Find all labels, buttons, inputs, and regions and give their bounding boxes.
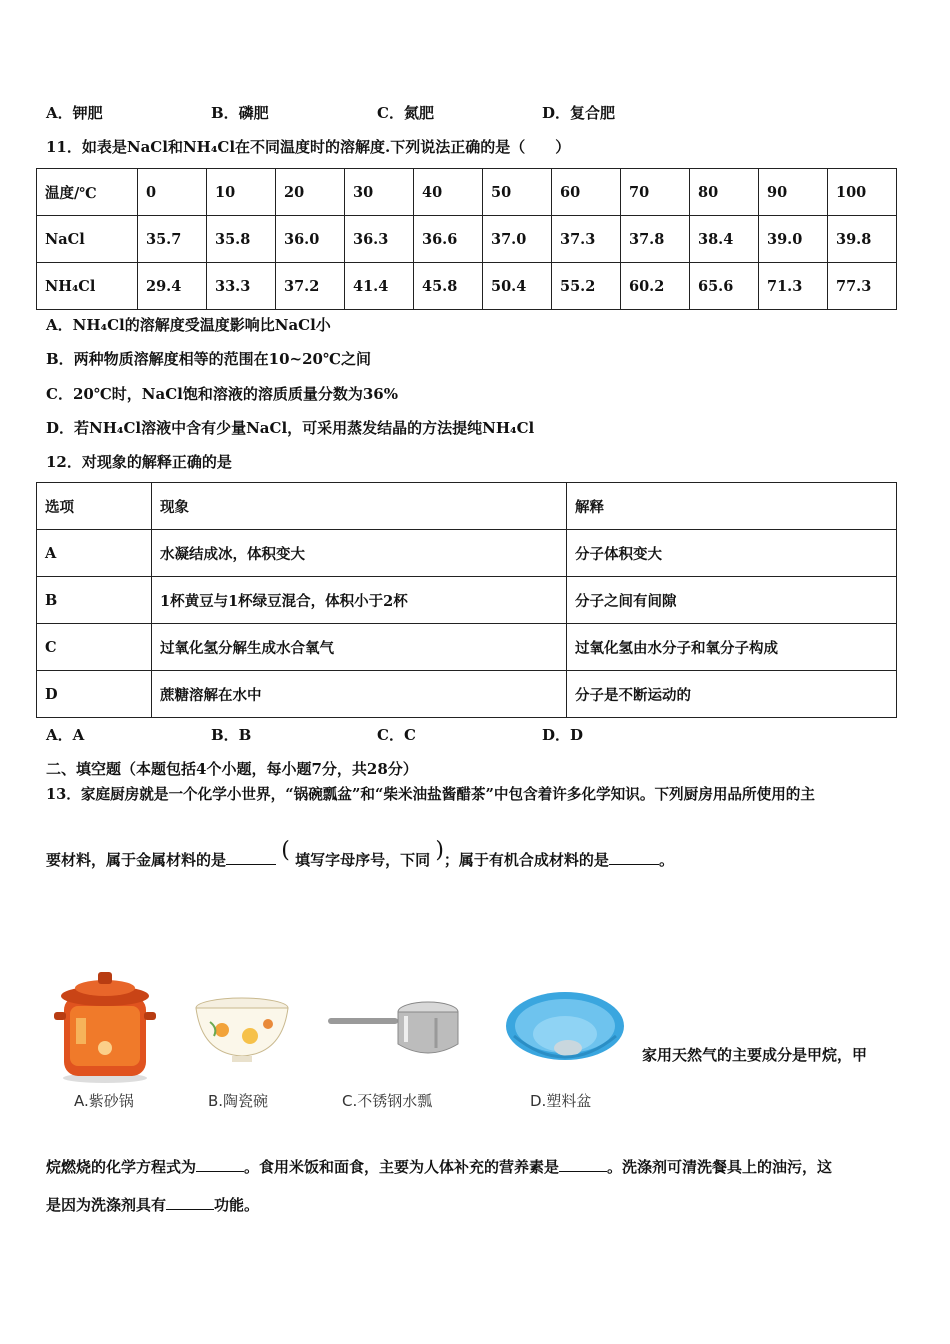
plastic-basin-image <box>504 990 626 1072</box>
q13-line4-text-a: 是因为洗涤剂具有 <box>46 1196 167 1214</box>
table-cell: 37.3 <box>552 216 621 263</box>
paren-close: ) <box>435 838 444 863</box>
table-row <box>37 263 897 310</box>
table-cell: 20 <box>276 169 345 216</box>
paren-open: ( <box>281 838 290 863</box>
table-cell: 过氧化氢由水分子和氧分子构成 <box>567 624 897 671</box>
q13-line3-text-c: 。洗涤剂可清洗餐具上的油污，这 <box>607 1158 833 1176</box>
table-cell: 100 <box>828 169 897 216</box>
caption-steel-ladle: C.不锈钢水瓢 <box>342 1092 433 1110</box>
table-row <box>37 216 897 263</box>
answer-blank-function[interactable] <box>166 1195 214 1210</box>
table-cell: 65.6 <box>690 263 759 310</box>
caption-clay-pot: A.紫砂锅 <box>74 1092 134 1110</box>
q10-options <box>46 102 746 124</box>
table-cell: 60.2 <box>621 263 690 310</box>
table-cell: 71.3 <box>759 263 828 310</box>
q10-option-d[interactable]: D．复合肥 <box>542 104 616 122</box>
q11-option-c[interactable]: C．20℃时，NaCl饱和溶液的溶质质量分数为36% <box>46 385 398 403</box>
table-cell: 36.3 <box>345 216 414 263</box>
answer-blank-equation[interactable] <box>196 1157 244 1172</box>
answer-blank-nutrient[interactable] <box>559 1157 607 1172</box>
table-cell: 水凝结成冰，体积变大 <box>152 530 567 577</box>
table-row <box>37 624 897 671</box>
table-cell: 70 <box>621 169 690 216</box>
q12-explanation-table <box>36 482 897 718</box>
table-cell: 77.3 <box>828 263 897 310</box>
caption-plastic-basin: D.塑料盆 <box>530 1092 592 1110</box>
table-cell: 45.8 <box>414 263 483 310</box>
table-row <box>37 169 897 216</box>
table-cell: 36.0 <box>276 216 345 263</box>
table-cell: 过氧化氢分解生成水合氧气 <box>152 624 567 671</box>
q12-stem: 12．对现象的解释正确的是 <box>46 453 232 471</box>
table-cell: D <box>37 671 152 718</box>
table-row <box>37 671 897 718</box>
table-cell: 35.7 <box>138 216 207 263</box>
section-title: 二、填空题（本题包括4个小题，每小题7分，共28分） <box>46 760 418 778</box>
q12-option-c[interactable]: C．C <box>377 726 416 744</box>
table-cell: 50.4 <box>483 263 552 310</box>
table-cell: A <box>37 530 152 577</box>
table-cell: NaCl <box>37 216 138 263</box>
table-cell: 蔗糖溶解在水中 <box>152 671 567 718</box>
q12-option-d[interactable]: D．D <box>542 726 584 744</box>
table-cell: 36.6 <box>414 216 483 263</box>
q13-line2-text-c: ；属于有机合成材料的是 <box>443 851 609 869</box>
table-cell: 37.0 <box>483 216 552 263</box>
q13-line3-text-a: 烷燃烧的化学方程式为 <box>46 1158 197 1176</box>
caption-ceramic-bowl: B.陶瓷碗 <box>208 1092 269 1110</box>
q13-line1: 13．家庭厨房就是一个化学小世界，“锅碗瓢盆”和“柴米油盐酱醋茶”中包含着许多化学知识。下列厨房用品所使用的主 <box>46 786 815 803</box>
q12-option-b[interactable]: B．B <box>211 726 252 744</box>
q10-option-a[interactable]: A．钾肥 <box>46 104 103 122</box>
q13-line2 <box>46 838 674 871</box>
table-row <box>37 577 897 624</box>
table-cell: 37.2 <box>276 263 345 310</box>
steel-ladle-image <box>326 996 461 1062</box>
q13-line4-text-b: 功能。 <box>214 1196 260 1214</box>
table-cell: 80 <box>690 169 759 216</box>
table-cell: 分子是不断运动的 <box>567 671 897 718</box>
table-cell: 选项 <box>37 483 152 530</box>
table-cell: 33.3 <box>207 263 276 310</box>
q13-line3-text-b: 。食用米饭和面食，主要为人体补充的营养素是 <box>244 1158 560 1176</box>
table-cell: 40 <box>414 169 483 216</box>
q11-option-d[interactable]: D．若NH₄Cl溶液中含有少量NaCl，可采用蒸发结晶的方法提纯NH₄Cl <box>46 419 535 437</box>
q12-options <box>46 724 746 746</box>
q11-option-a[interactable]: A．NH₄Cl的溶解度受温度影响比NaCl小 <box>46 316 331 334</box>
q13-line4 <box>46 1194 259 1215</box>
q13-line2-end: 。 <box>658 851 674 869</box>
q13-line3 <box>46 1156 832 1177</box>
answer-blank-metal[interactable] <box>226 850 276 865</box>
table-cell: 35.8 <box>207 216 276 263</box>
q11-stem: 11．如表是NaCl和NH₄Cl在不同温度时的溶解度.下列说法正确的是（ ） <box>46 138 571 156</box>
table-cell: 37.8 <box>621 216 690 263</box>
ceramic-bowl-image <box>192 996 292 1066</box>
q11-solubility-table <box>36 168 897 310</box>
table-cell: 38.4 <box>690 216 759 263</box>
table-cell: 分子之间有间隙 <box>567 577 897 624</box>
table-cell: B <box>37 577 152 624</box>
table-row <box>37 483 897 530</box>
table-cell: 41.4 <box>345 263 414 310</box>
table-cell: 39.8 <box>828 216 897 263</box>
table-cell: 30 <box>345 169 414 216</box>
table-cell: 0 <box>138 169 207 216</box>
table-cell: NH₄Cl <box>37 263 138 310</box>
table-cell: 10 <box>207 169 276 216</box>
table-cell: C <box>37 624 152 671</box>
answer-blank-synthetic[interactable] <box>609 850 659 865</box>
q10-option-c[interactable]: C．氮肥 <box>377 104 434 122</box>
table-cell: 29.4 <box>138 263 207 310</box>
table-cell: 60 <box>552 169 621 216</box>
table-cell: 90 <box>759 169 828 216</box>
q13-line2-text-a: 要材料，属于金属材料的是 <box>46 851 227 869</box>
clay-pot-image <box>50 966 160 1086</box>
table-cell: 分子体积变大 <box>567 530 897 577</box>
table-cell: 50 <box>483 169 552 216</box>
q11-option-b[interactable]: B．两种物质溶解度相等的范围在10~20℃之间 <box>46 350 371 368</box>
table-cell: 1杯黄豆与1杯绿豆混合，体积小于2杯 <box>152 577 567 624</box>
table-cell: 39.0 <box>759 216 828 263</box>
q10-option-b[interactable]: B．磷肥 <box>211 104 269 122</box>
q13-side-text: 家用天然气的主要成分是甲烷，甲 <box>642 1046 868 1064</box>
table-cell: 55.2 <box>552 263 621 310</box>
q13-line2-text-b: 填写字母序号，下同 <box>295 851 431 869</box>
table-cell: 现象 <box>152 483 567 530</box>
table-row <box>37 530 897 577</box>
table-cell: 解释 <box>567 483 897 530</box>
q12-option-a[interactable]: A．A <box>46 726 85 744</box>
table-cell: 温度/℃ <box>37 169 138 216</box>
